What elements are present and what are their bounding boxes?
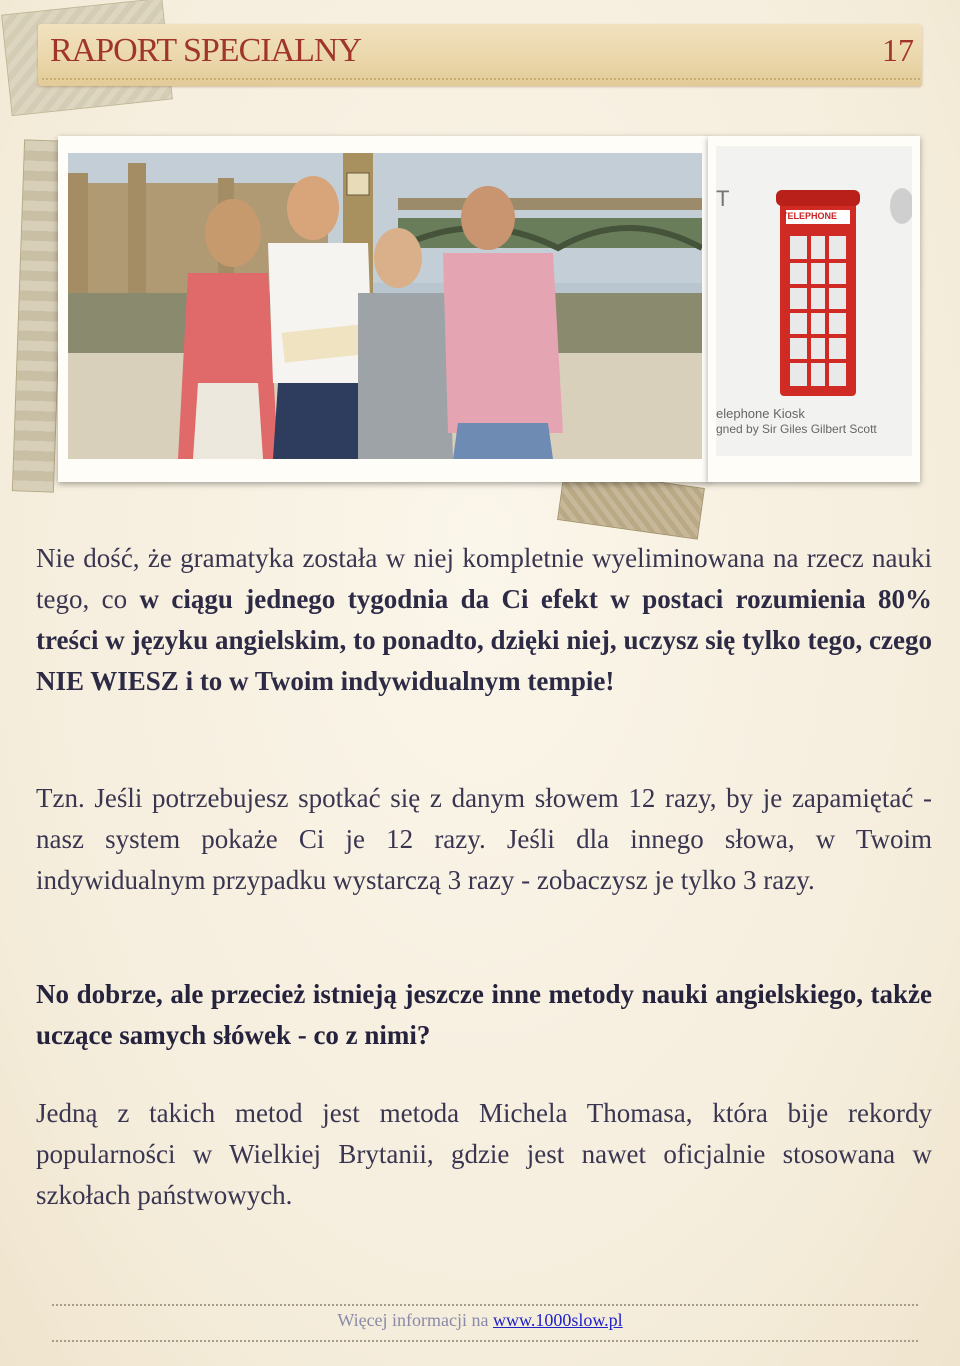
paragraph-intro [36, 538, 932, 702]
footer-divider-top [52, 1304, 918, 1306]
stamp-caption-title: elephone Kiosk [716, 406, 805, 421]
section-title: RAPORT SPECIALNY [50, 32, 362, 69]
header-divider [42, 78, 920, 82]
paragraph-question: No dobrze, ale przecież istnieją jeszcze inne metody nauki angielskiego, także uczące samych słówek - co z nimi? [36, 979, 932, 1050]
footer-text: Więcej informacji na [337, 1310, 494, 1330]
footer-website-link[interactable]: www.1000slow.pl [493, 1310, 623, 1330]
stamp-corner-letter: T [716, 186, 730, 211]
stamp-telephone-label: TELEPHONE [782, 211, 838, 221]
page-number: 17 [882, 32, 914, 68]
london-students-photo [68, 153, 702, 459]
footer [0, 1310, 960, 1331]
paragraph-explanation: Tzn. Jeśli potrzebujesz spotkać się z danym słowem 12 razy, by je zapamiętać - nasz system pokaże Ci je 12 razy. Jeśli dla innego słowa, w Twoim indywidualnym przypadku wystarczą 3 razy - zobaczysz je tylko 3 razy. [36, 783, 932, 895]
paragraph-intro-text: Nie dość, że gramatyka została w niej kompletnie wyeliminowana na rzecz nauki tego, co [36, 543, 932, 614]
paragraph-intro-emphasis: w ciągu jednego tygodnia da Ci efekt w postaci rozumienia 80% treści w języku angielskim, to ponadto, dzięki niej, uczysz się tylko tego, czego NIE WIESZ i to w Twoim indywidualnym tempie! [36, 584, 932, 696]
footer-divider-bottom [52, 1340, 918, 1342]
paragraph-michel-thomas: Jedną z takich metod jest metoda Michela Thomasa, która bije rekordy popularności w Wielkiej Brytanii, gdzie jest nawet oficjalnie stosowana w szkołach państwowych. [36, 1098, 932, 1210]
stamp-caption-designer: gned by Sir Giles Gilbert Scott [716, 422, 877, 436]
